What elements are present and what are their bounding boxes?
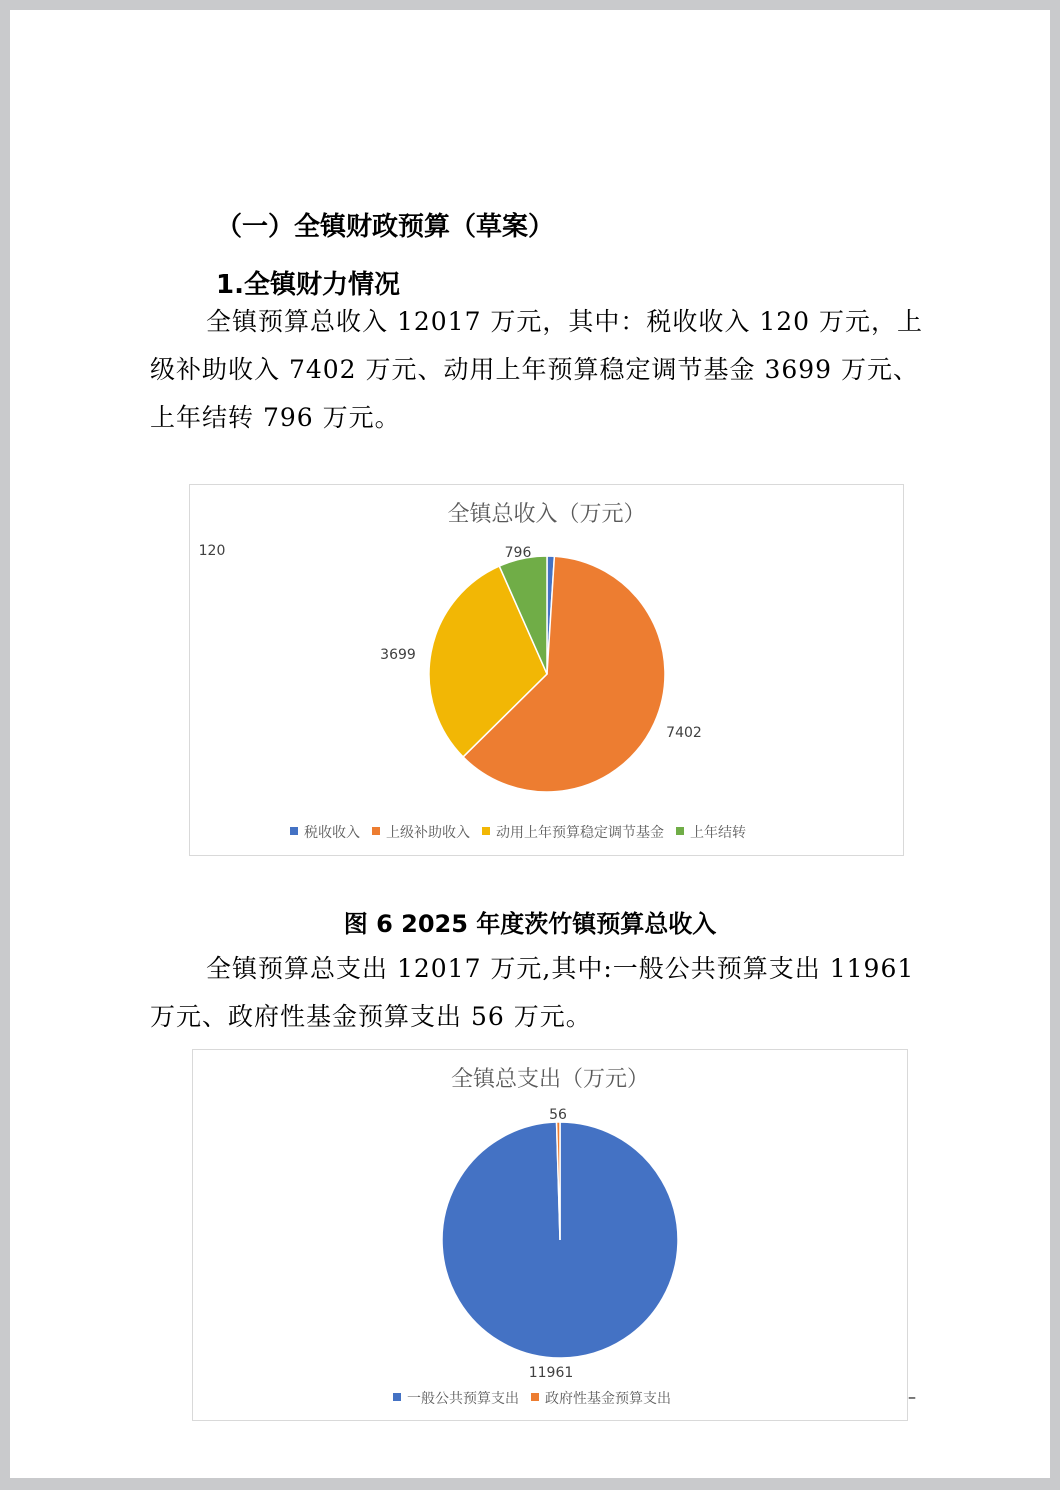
income-paragraph (150, 298, 930, 442)
stray-mark: – (908, 1387, 916, 1406)
income-pie-chart (190, 485, 903, 855)
income-chart (189, 484, 904, 856)
legend-label-3: 上年结转 (690, 825, 746, 841)
data-label-2: 3699 (380, 647, 416, 663)
figure-caption: 图 6 2025 年度茨竹镇预算总收入 (343, 910, 717, 938)
legend-swatch-2 (482, 827, 490, 835)
document-page (10, 10, 1050, 1478)
legend-swatch-1 (372, 827, 380, 835)
legend-label-2: 动用上年预算稳定调节基金 (496, 825, 664, 841)
legend-label-1: 政府性基金预算支出 (545, 1391, 671, 1407)
data-label-0: 11961 (528, 1365, 574, 1381)
legend-label-0: 税收收入 (304, 825, 360, 841)
data-label-3: 796 (504, 545, 532, 561)
chart-title: 全镇总支出（万元） (450, 1067, 650, 1092)
legend-swatch-3 (676, 827, 684, 835)
legend-swatch-0 (290, 827, 298, 835)
expense-line-1: 全镇预算总支出 12017 万元,其中:一般公共预算支出 11961 (206, 954, 915, 983)
expense-pie-chart (193, 1050, 907, 1420)
data-label-1: 56 (549, 1107, 567, 1123)
data-label-1: 7402 (666, 725, 702, 741)
legend-swatch-0 (393, 1393, 401, 1401)
chart-title: 全镇总收入（万元） (447, 502, 646, 527)
income-line-1: 全镇预算总收入 12017 万元，其中：税收收入 120 万元，上 (206, 307, 924, 336)
income-line-2: 级补助收入 7402 万元、动用上年预算稳定调节基金 3699 万元、 (150, 355, 920, 384)
section-heading: （一）全镇财政预算（草案） (216, 212, 555, 242)
legend-swatch-1 (531, 1393, 539, 1401)
income-line-3: 上年结转 796 万元。 (150, 403, 401, 432)
legend-label-1: 上级补助收入 (386, 825, 470, 841)
expense-line-2: 万元、政府性基金预算支出 56 万元。 (150, 1002, 592, 1031)
expense-paragraph (150, 945, 930, 1041)
legend-label-0: 一般公共预算支出 (407, 1391, 519, 1407)
data-label-0: 120 (198, 543, 226, 559)
expense-chart (192, 1049, 908, 1421)
subheading: 1.全镇财力情况 (216, 270, 400, 300)
